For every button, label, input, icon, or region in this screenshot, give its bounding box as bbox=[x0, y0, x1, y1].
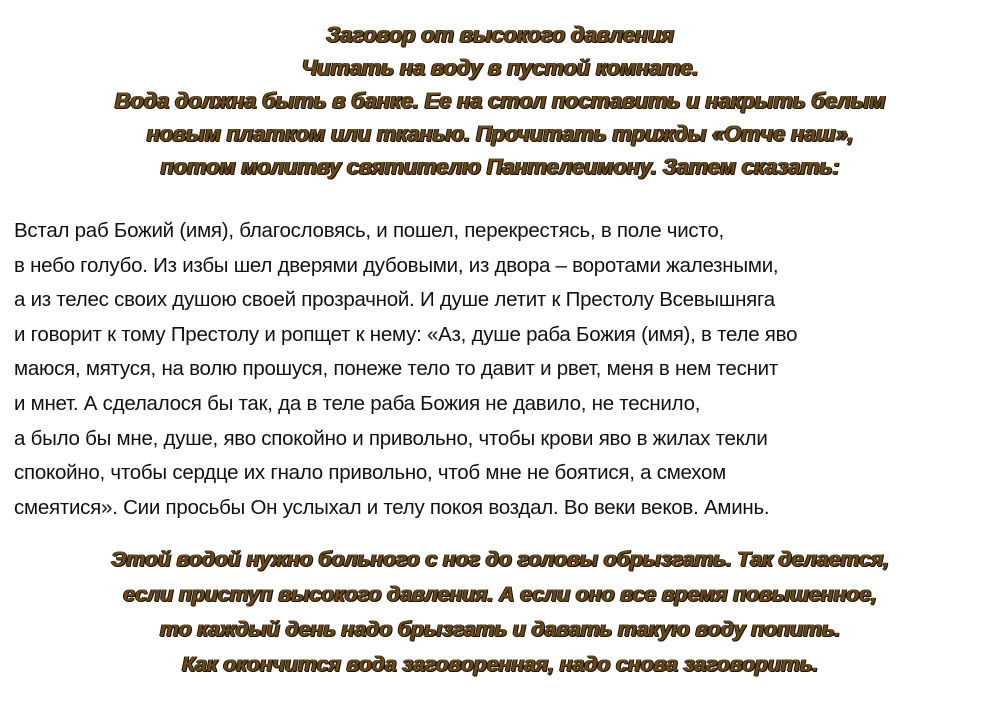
prayer-text bbox=[14, 214, 994, 525]
prayer-line: и мнет. А сделалося бы так, да в теле раба Божия не давило, не теснило, bbox=[14, 391, 701, 415]
usage-line: то каждый день надо брызгать и давать такую воду попить. bbox=[159, 617, 841, 641]
usage-line: Этой водой нужно больного с ног до головы обрызгать. Так делается, bbox=[111, 547, 889, 571]
usage-line: Как окончится вода заговоренная, надо снова заговорить. bbox=[181, 652, 819, 676]
prayer-line: а из телес своих душою своей прозрачной. И душе летит к Престолу Всевышняга bbox=[14, 288, 775, 312]
prayer-line: в небо голубо. Из избы шел дверями дубовыми, из двора – воротами жалезными, bbox=[14, 253, 779, 277]
prayer-line: спокойно, чтобы сердце их гнало привольно, чтоб мне не боятися, а смехом bbox=[14, 461, 727, 485]
heading-line: Вода должна быть в банке. Ее на стол поставить и накрыть белым bbox=[114, 88, 886, 113]
prayer-line: маюся, мятуся, на волю прошуся, понеже тело то давит и рвет, меня в нем теснит bbox=[14, 357, 778, 381]
prayer-line: смеятися». Сии просьбы Он услыхал и телу покоя воздал. Во веки веков. Аминь. bbox=[14, 495, 770, 519]
heading-title: Заговор от высокого давления bbox=[326, 22, 674, 47]
instructions-heading bbox=[0, 18, 1000, 183]
heading-line: потом молитву святителю Пантелеимону. Затем сказать: bbox=[160, 154, 840, 179]
prayer-line: Встал раб Божий (имя), благословясь, и пошел, перекрестясь, в поле чисто, bbox=[14, 219, 724, 242]
prayer-line: и говорит к тому Престолу и ропщет к нему: «Аз, душе раба Божия (имя), в теле яво bbox=[14, 322, 798, 346]
usage-instructions bbox=[0, 542, 1000, 682]
heading-line: Читать на воду в пустой комнате. bbox=[301, 55, 699, 80]
prayer-line: а было бы мне, душе, яво спокойно и привольно, чтобы крови яво в жилах текли bbox=[14, 426, 768, 450]
heading-line: новым платком или тканью. Прочитать трижды «Отче наш», bbox=[146, 121, 854, 146]
usage-line: если приступ высокого давления. А если оно все время повышенное, bbox=[123, 582, 877, 606]
